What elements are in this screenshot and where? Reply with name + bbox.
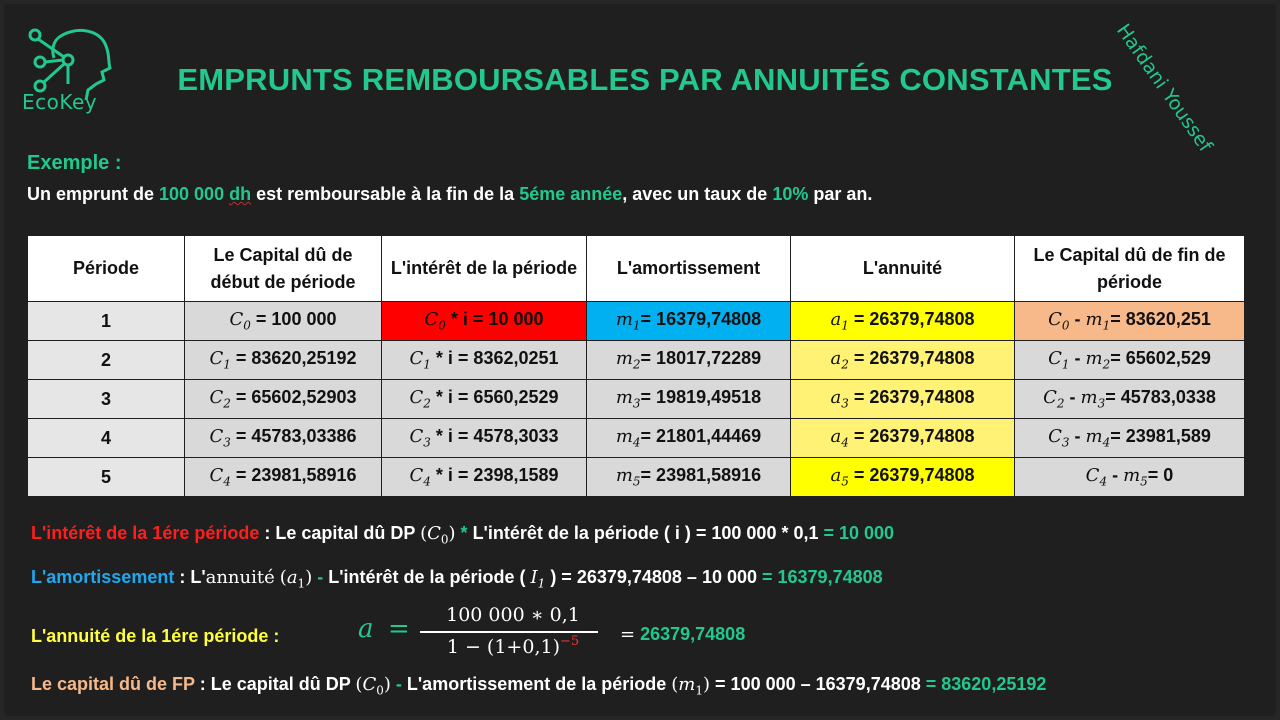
cell-period: 3 (28, 380, 185, 419)
example-text-3: , avec un taux de (622, 184, 773, 204)
note-capital-op: - (390, 674, 407, 694)
cell-interest: $C_1 * i = 8362,0251$ (382, 341, 587, 380)
table-row (28, 419, 1245, 458)
note-capital-text-3: = 100 000 – 16379,74808 (710, 674, 926, 694)
cell-amortization: $m_5= 23981,58916$ (587, 458, 791, 497)
cell-annuity: $a_3 = 26379,74808$ (791, 380, 1015, 419)
example-statement (27, 184, 872, 205)
formula-equals: = (388, 614, 410, 644)
table-row (28, 458, 1245, 497)
cell-capital-end: $C_4 - m_5= 0$ (1015, 458, 1245, 497)
cell-capital-start: $C_2 = 65602,52903$ (185, 380, 382, 419)
note-interest-text-2: L'intérêt de la période ( i ) = 100 000 * 0,1 (472, 523, 824, 543)
cell-capital-start: $C_0 = 100$ 000 (185, 302, 382, 341)
cell-interest: $C_3 * i = 4578,3033$ (382, 419, 587, 458)
note-capital-symbol: $(C_0)$ (355, 674, 391, 698)
header-amortization: L'amortissement (587, 236, 791, 302)
example-year: 5éme année (519, 184, 623, 204)
note-interest-symbol: $(C_0)$ (420, 523, 456, 547)
note-interest-result: = 10 000 (823, 523, 895, 543)
example-rate: 10% (772, 184, 809, 204)
cell-interest: $C_2 * i = 6560,2529$ (382, 380, 587, 419)
note-amortization-text-3: ) = 26379,74808 – 10 000 (545, 567, 762, 587)
header-period: Période (28, 236, 185, 302)
cell-capital-start: $C_3 = 45783,03386$ (185, 419, 382, 458)
header-capital-start: Le Capital dû de début de période (185, 236, 382, 302)
note-capital-label: Le capital dû de FP (31, 674, 195, 694)
cell-period: 1 (28, 302, 185, 341)
note-amortization-text-1: : L' (174, 567, 206, 587)
formula-denominator: $1 - (1+0,1)^{-5}$ (446, 634, 580, 658)
cell-amortization: $m_3= 19819,49518$ (587, 380, 791, 419)
cell-capital-end: $C_2 - m_3= 45783,0338$ (1015, 380, 1245, 419)
note-capital-result: = 83620,25192 (925, 674, 1047, 694)
note-amortization-label: L'amortissement (31, 567, 175, 587)
header-annuity: L'annuité (791, 236, 1015, 302)
cell-interest: $C_4 * i = 2398,1589$ (382, 458, 587, 497)
cell-amortization: $m_2= 18017,72289$ (587, 341, 791, 380)
cell-period: 4 (28, 419, 185, 458)
note-interest-op: * (455, 523, 473, 543)
note-amortization-symbol: $(a_1)$ (279, 567, 313, 591)
note-capital-text-2: L'amortissement de la période (406, 674, 672, 694)
note-interest-label: L'intérêt de la 1ére période (31, 523, 260, 543)
formula-numerator: 100 000 ∗ 0,1 (446, 604, 580, 626)
note-capital (31, 674, 1046, 698)
header-interest: L'intérêt de la période (382, 236, 587, 302)
note-interest (31, 523, 894, 547)
note-amortization-symbol-2: $I_1$ (530, 567, 546, 591)
table-row (28, 380, 1245, 419)
example-amount: 100 000 (159, 184, 230, 204)
cell-capital-end: $C_1 - m_2= 65602,529$ (1015, 341, 1245, 380)
cell-capital-end: $C_0 - m_1= 83620,251$ (1015, 302, 1245, 341)
note-amortization (31, 567, 883, 591)
example-text-1: Un emprunt de (27, 184, 160, 204)
page-title: EMPRUNTS REMBOURSABLES PAR ANNUITÉS CONSTANTES (177, 62, 1113, 97)
note-amortization-word: annuité (205, 567, 275, 588)
note-interest-text-1: : Le capital dû DP (259, 523, 421, 543)
table-row (28, 341, 1245, 380)
formula-symbol: a (358, 614, 374, 644)
table-header-row (28, 236, 1245, 302)
example-label: Exemple : (27, 152, 122, 174)
note-amortization-op: - (312, 567, 329, 587)
cell-capital-end: $C_3 - m_4= 23981,589$ (1015, 419, 1245, 458)
cell-annuity: $a_5 = 26379,74808$ (791, 458, 1015, 497)
note-annuity-label: L'annuité de la 1ére période : (31, 626, 280, 646)
annuity-formula (358, 602, 618, 662)
cell-annuity: $a_2 = 26379,74808$ (791, 341, 1015, 380)
note-capital-text-1: : Le capital dû DP (194, 674, 356, 694)
cell-period: 2 (28, 341, 185, 380)
cell-interest: $C_0 * i = 10$ 000 (382, 302, 587, 341)
table-row (28, 302, 1245, 341)
header-capital-end: Le Capital dû de fin de période (1015, 236, 1245, 302)
cell-amortization: $m_1= 16379,74808$ (587, 302, 791, 341)
author-name: Hafdani Youssef (1111, 20, 1217, 156)
cell-amortization: $m_4= 21801,44469$ (587, 419, 791, 458)
cell-annuity: $a_4 = 26379,74808$ (791, 419, 1015, 458)
example-unit: dh (229, 184, 252, 204)
cell-capital-start: $C_1 = 83620,25192$ (185, 341, 382, 380)
cell-period: 5 (28, 458, 185, 497)
amortization-table (27, 235, 1245, 497)
example-text-2: est remboursable à la fin de la (251, 184, 520, 204)
note-amortization-result: = 16379,74808 (762, 567, 883, 587)
formula-result: = 26379,74808 (620, 624, 746, 645)
note-amortization-text-2: L'intérêt de la période ( (328, 567, 531, 587)
example-text-4: par an. (808, 184, 873, 204)
logo-text: EcoKey (22, 90, 98, 114)
cell-annuity: $a_1 = 26379,74808$ (791, 302, 1015, 341)
note-capital-symbol-2: $(m_1)$ (671, 674, 711, 698)
formula-fraction-bar (420, 631, 598, 633)
cell-capital-start: $C_4 = 23981,58916$ (185, 458, 382, 497)
